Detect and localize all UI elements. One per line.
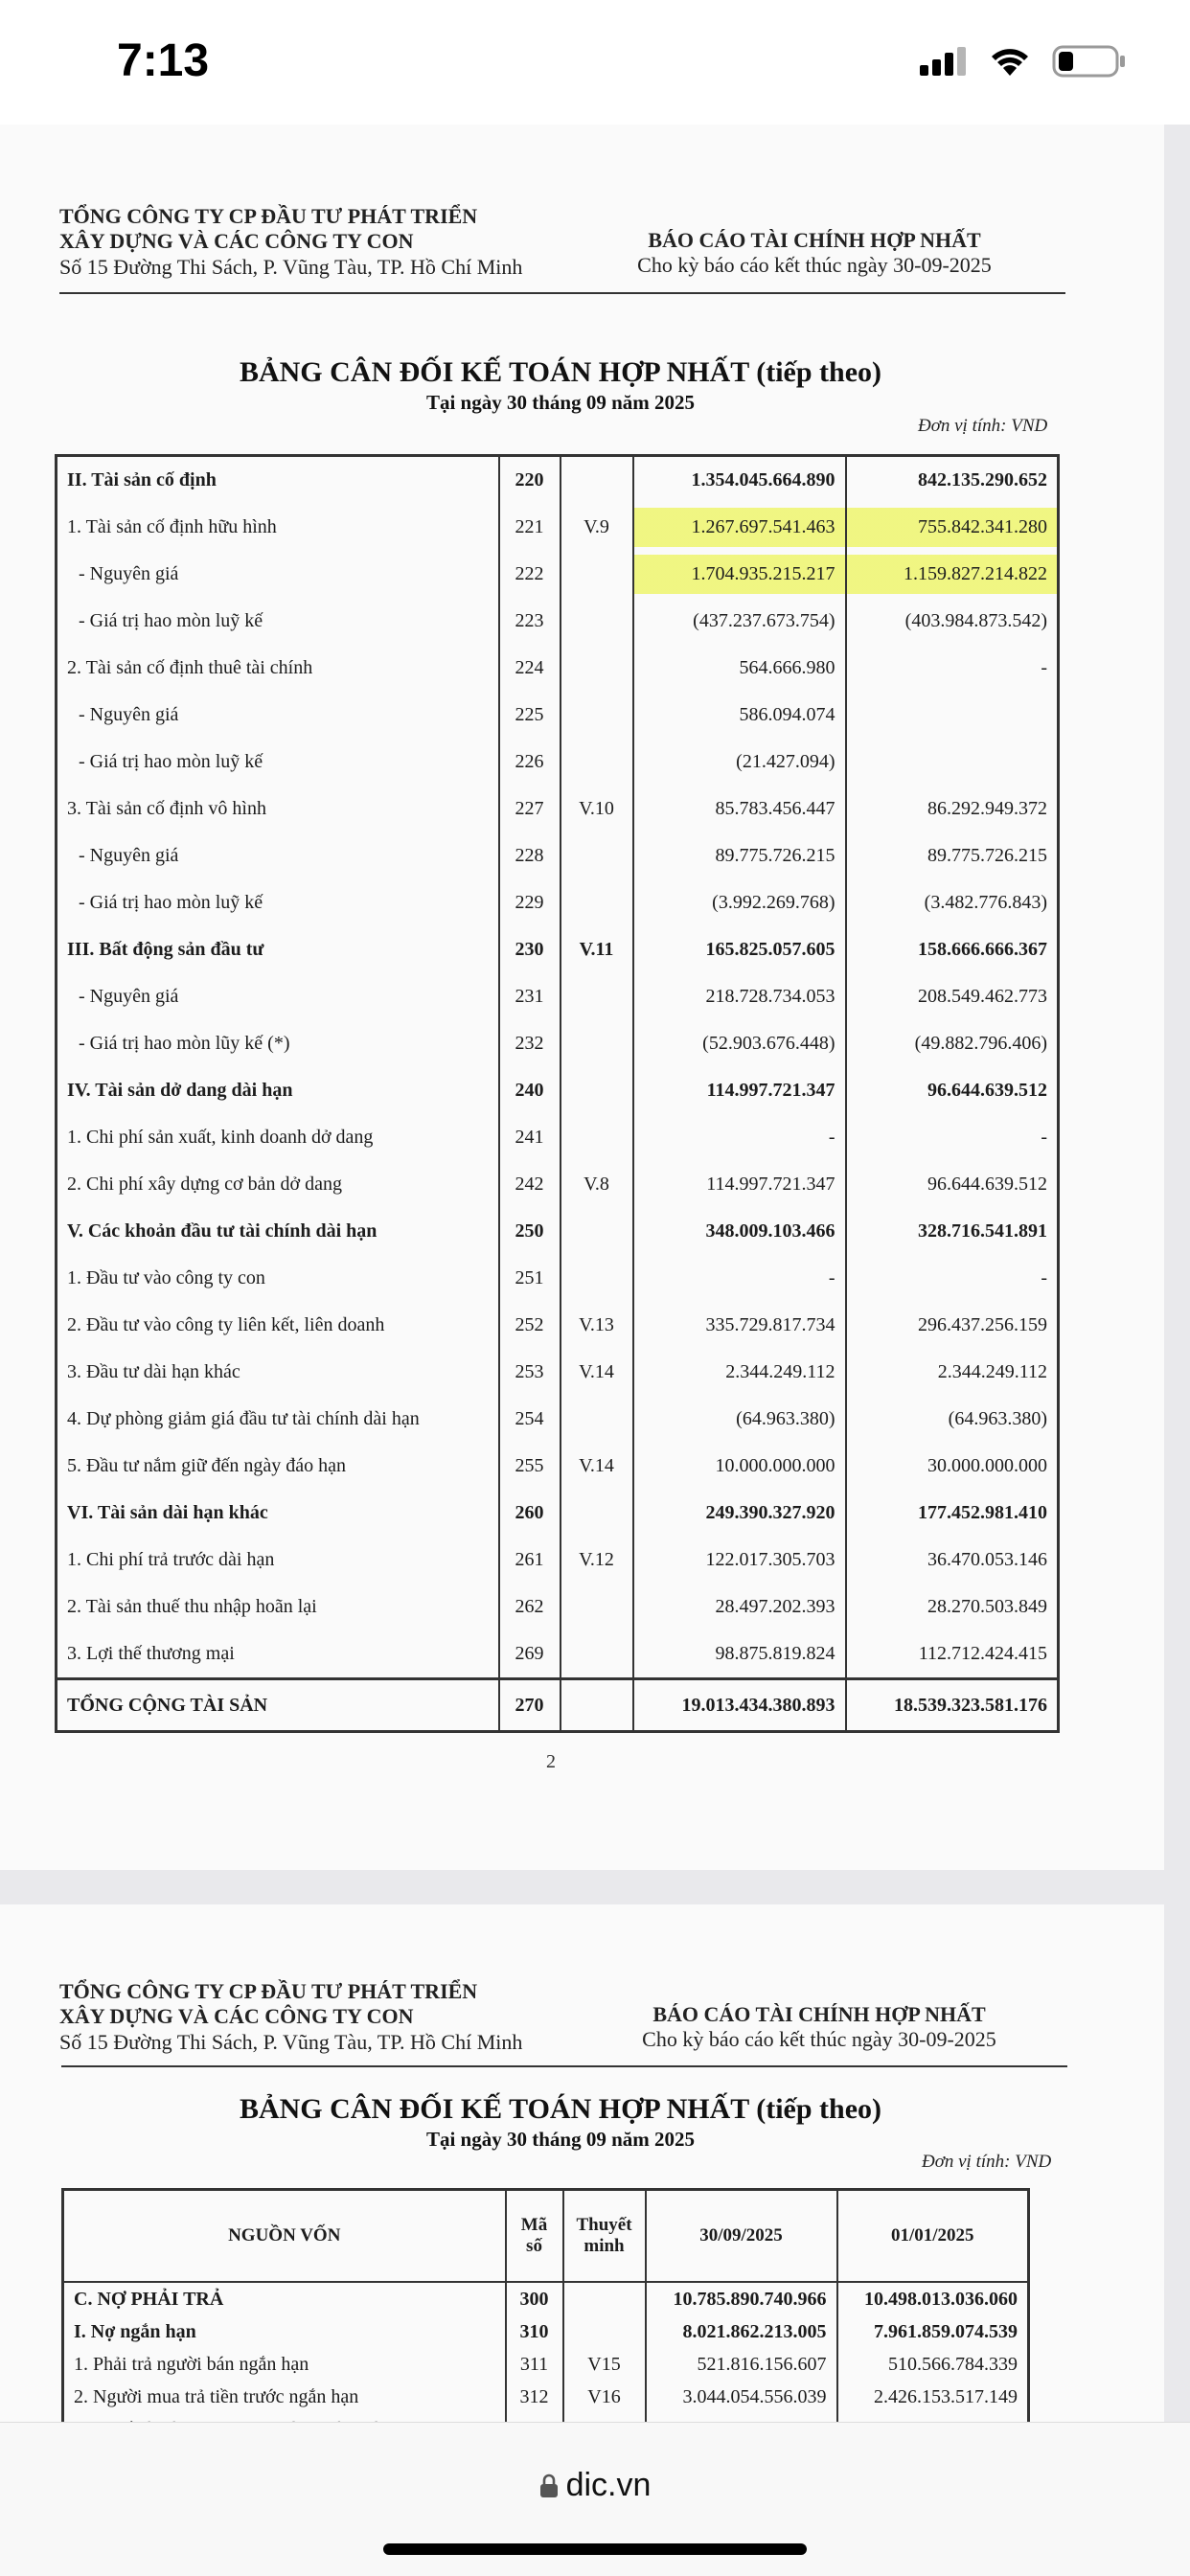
table-row [57,1208,1059,1255]
row-label: III. Bất động sản đầu tư [57,926,499,973]
row-code: 255 [499,1443,561,1490]
row-note [561,1020,633,1067]
row-previous-value: - [846,1255,1059,1302]
row-label: 1. Tài sản cố định hữu hình [57,504,499,551]
table-row [57,879,1059,926]
row-note [561,973,633,1020]
row-previous-value: - [846,1114,1059,1161]
row-label: 2. Đầu tư vào công ty liên kết, liên doanh [57,1302,499,1349]
row-note: V.13 [561,1302,633,1349]
table-row [57,1161,1059,1208]
row-current-value: 348.009.103.466 [633,1208,846,1255]
table-row [57,1302,1059,1349]
row-code: 253 [499,1349,561,1396]
row-current-value: 98.875.819.824 [633,1630,846,1679]
row-current-value: - [633,1255,846,1302]
row-previous-value: 112.712.424.415 [846,1630,1059,1679]
row-label: 2. Chi phí xây dựng cơ bản dở dang [57,1161,499,1208]
url-text: dic.vn [565,2467,652,2503]
row-note: V.9 [561,504,633,551]
header-divider [61,2065,1067,2067]
row-label: 3. Tài sản cố định vô hình [57,786,499,832]
browser-bottom-bar [0,2422,1190,2576]
row-code: 240 [499,1067,561,1114]
document-date: Tại ngày 30 tháng 09 năm 2025 [425,2128,696,2151]
row-label: - Nguyên giá [57,551,499,598]
row-current-value: 10.785.890.740.966 [646,2282,837,2315]
table-row [63,2381,1029,2413]
table-row [57,1584,1059,1630]
row-code: 226 [499,739,561,786]
col-header-code: Mã số [506,2190,563,2283]
row-code: 300 [506,2282,563,2315]
row-code: 221 [499,504,561,551]
table-row [57,1443,1059,1490]
row-code: 220 [499,456,561,505]
row-code: 225 [499,692,561,739]
table-row [57,926,1059,973]
row-label: 1. Phải trả người bán ngắn hạn [63,2348,506,2381]
row-label: - Giá trị hao mòn luỹ kế [57,879,499,926]
col-header-current: 30/09/2025 [646,2190,837,2283]
row-previous-value: 30.000.000.000 [846,1443,1059,1490]
row-current-value: 10.000.000.000 [633,1443,846,1490]
row-label: 1. Đầu tư vào công ty con [57,1255,499,1302]
table-row [57,1630,1059,1679]
row-code: 260 [499,1490,561,1537]
table-row [57,1537,1059,1584]
row-previous-value: 10.498.013.036.060 [837,2282,1029,2315]
company-name-line1: TỔNG CÔNG TY CP ĐẦU TƯ PHÁT TRIỂN [59,1979,478,2003]
row-current-value: (64.963.380) [633,1396,846,1443]
row-current-value: 114.997.721.347 [633,1067,846,1114]
row-code: 261 [499,1537,561,1584]
row-note [561,692,633,739]
row-previous-value: 296.437.256.159 [846,1302,1059,1349]
row-note [563,2315,646,2348]
row-current-value: 249.390.327.920 [633,1490,846,1537]
table-row [57,1020,1059,1067]
total-assets-row [57,1679,1059,1732]
table-row [63,2282,1029,2315]
row-code: 311 [506,2348,563,2381]
row-previous-value: 510.566.784.339 [837,2348,1029,2381]
header-divider [59,292,1065,294]
report-period: Cho kỳ báo cáo kết thúc ngày 30-09-2025 [642,2027,996,2051]
table-row [57,504,1059,551]
row-previous-value: - [846,645,1059,692]
row-current-value: 89.775.726.215 [633,832,846,879]
row-label: - Nguyên giá [57,832,499,879]
table-row [57,456,1059,505]
row-code: 241 [499,1114,561,1161]
row-note: V.14 [561,1349,633,1396]
row-current-value: (21.427.094) [633,739,846,786]
row-current-value: 1.267.697.541.463 [633,504,846,551]
row-current-value: 218.728.734.053 [633,973,846,1020]
row-current-value: 85.783.456.447 [633,786,846,832]
row-label: - Giá trị hao mòn lũy kế (*) [57,1020,499,1067]
table-row [57,1490,1059,1537]
row-previous-value: (49.882.796.406) [846,1020,1059,1067]
status-time: 7:13 [117,35,210,86]
row-current-value: 28.497.202.393 [633,1584,846,1630]
document-page-2 [0,1904,1164,2422]
report-title: BÁO CÁO TÀI CHÍNH HỢP NHẤT [652,2002,986,2026]
liabilities-table [61,2188,1030,2449]
row-label: - Nguyên giá [57,692,499,739]
total-label: TỔNG CỘNG TÀI SẢN [57,1679,499,1732]
row-code: 222 [499,551,561,598]
row-label: V. Các khoản đầu tư tài chính dài hạn [57,1208,499,1255]
row-previous-value: (403.984.873.542) [846,598,1059,645]
row-note: V.14 [561,1443,633,1490]
table-row [63,2348,1029,2381]
assets-table [55,454,1060,1733]
row-label: - Giá trị hao mòn luỹ kế [57,739,499,786]
document-title: BẢNG CÂN ĐỐI KẾ TOÁN HỢP NHẤT (tiếp theo) [239,356,882,388]
row-code: 231 [499,973,561,1020]
company-address: Số 15 Đường Thi Sách, P. Vũng Tàu, TP. Hồ Chí Minh [59,255,523,279]
total-previous: 18.539.323.581.176 [846,1679,1059,1732]
row-previous-value: 96.644.639.512 [846,1161,1059,1208]
row-code: 254 [499,1396,561,1443]
liabilities-header-row [63,2190,1029,2283]
table-row [57,1067,1059,1114]
home-indicator[interactable] [383,2543,807,2555]
row-note [561,1584,633,1630]
document-title: BẢNG CÂN ĐỐI KẾ TOÁN HỢP NHẤT (tiếp theo) [239,2093,882,2125]
wifi-icon [989,45,1031,78]
total-current: 19.013.434.380.893 [633,1679,846,1732]
row-note: V.10 [561,786,633,832]
row-note [561,1630,633,1679]
row-note [561,879,633,926]
row-previous-value: 328.716.541.891 [846,1208,1059,1255]
row-current-value: (437.237.673.754) [633,598,846,645]
row-previous-value: 1.159.827.214.822 [846,551,1059,598]
row-note [561,598,633,645]
row-label: 4. Dự phòng giảm giá đầu tư tài chính dài hạn [57,1396,499,1443]
row-current-value: 335.729.817.734 [633,1302,846,1349]
row-note [561,739,633,786]
row-note [561,1255,633,1302]
row-previous-value: 89.775.726.215 [846,832,1059,879]
row-note [561,1067,633,1114]
row-label: 2. Người mua trả tiền trước ngắn hạn [63,2381,506,2413]
row-code: 242 [499,1161,561,1208]
row-previous-value: 177.452.981.410 [846,1490,1059,1537]
row-current-value: 122.017.305.703 [633,1537,846,1584]
cellular-signal-icon [918,46,968,77]
row-note: V15 [563,2348,646,2381]
row-label: 3. Lợi thế thương mại [57,1630,499,1679]
table-row [57,1349,1059,1396]
row-code: 250 [499,1208,561,1255]
address-bar[interactable] [0,2467,1190,2504]
row-note [563,2282,646,2315]
row-note [561,1396,633,1443]
row-label: 1. Chi phí sản xuất, kinh doanh dở dang [57,1114,499,1161]
row-label: - Nguyên giá [57,973,499,1020]
company-name-line1: TỔNG CÔNG TY CP ĐẦU TƯ PHÁT TRIỂN [59,204,478,228]
row-previous-value [846,739,1059,786]
document-page-1 [0,125,1164,1870]
row-previous-value: 86.292.949.372 [846,786,1059,832]
row-label: 5. Đầu tư nắm giữ đến ngày đáo hạn [57,1443,499,1490]
row-current-value: - [633,1114,846,1161]
row-code: 312 [506,2381,563,2413]
row-previous-value: 842.135.290.652 [846,456,1059,505]
col-header-previous: 01/01/2025 [837,2190,1029,2283]
table-row [57,786,1059,832]
row-label: C. NỢ PHẢI TRẢ [63,2282,506,2315]
row-note: V.11 [561,926,633,973]
battery-icon [1052,44,1127,79]
row-code: 252 [499,1302,561,1349]
row-current-value: 114.997.721.347 [633,1161,846,1208]
total-note [561,1679,633,1732]
row-current-value: 3.044.054.556.039 [646,2381,837,2413]
row-label: VI. Tài sản dài hạn khác [57,1490,499,1537]
row-code: 310 [506,2315,563,2348]
unit-label: Đơn vị tính: VND [918,416,1048,436]
company-name-line2: XÂY DỰNG VÀ CÁC CÔNG TY CON [59,229,414,253]
row-current-value: (3.992.269.768) [633,879,846,926]
row-label: - Giá trị hao mòn luỹ kế [57,598,499,645]
row-note [561,551,633,598]
row-note [561,1208,633,1255]
row-previous-value: 755.842.341.280 [846,504,1059,551]
table-row [57,1396,1059,1443]
row-code: 230 [499,926,561,973]
row-note [561,645,633,692]
table-row [63,2315,1029,2348]
row-code: 223 [499,598,561,645]
row-previous-value: 2.426.153.517.149 [837,2381,1029,2413]
row-previous-value: 28.270.503.849 [846,1584,1059,1630]
row-label: II. Tài sản cố định [57,456,499,505]
table-row [57,1114,1059,1161]
table-row [57,551,1059,598]
row-code: 227 [499,786,561,832]
row-label: IV. Tài sản dở dang dài hạn [57,1067,499,1114]
row-current-value: (52.903.676.448) [633,1020,846,1067]
table-row [57,1255,1059,1302]
row-label: 2. Tài sản thuế thu nhập hoãn lại [57,1584,499,1630]
row-previous-value: (64.963.380) [846,1396,1059,1443]
row-current-value: 8.021.862.213.005 [646,2315,837,2348]
status-bar [0,0,1190,125]
company-name-line2: XÂY DỰNG VÀ CÁC CÔNG TY CON [59,2004,414,2028]
report-period: Cho kỳ báo cáo kết thúc ngày 30-09-2025 [637,253,992,277]
unit-label: Đơn vị tính: VND [922,2152,1052,2172]
row-code: 228 [499,832,561,879]
row-note [561,832,633,879]
row-current-value: 521.816.156.607 [646,2348,837,2381]
company-address: Số 15 Đường Thi Sách, P. Vũng Tàu, TP. Hồ Chí Minh [59,2030,523,2054]
row-code: 251 [499,1255,561,1302]
row-current-value: 1.354.045.664.890 [633,456,846,505]
col-header-name: NGUỒN VỐN [63,2190,506,2283]
document-date: Tại ngày 30 tháng 09 năm 2025 [425,391,696,414]
status-icons [918,44,1127,79]
table-row [57,645,1059,692]
row-label: 1. Chi phí trả trước dài hạn [57,1537,499,1584]
row-previous-value: 208.549.462.773 [846,973,1059,1020]
row-code: 262 [499,1584,561,1630]
report-title: BÁO CÁO TÀI CHÍNH HỢP NHẤT [648,228,981,252]
col-header-note: Thuyết minh [563,2190,646,2283]
row-current-value: 2.344.249.112 [633,1349,846,1396]
row-previous-value: 36.470.053.146 [846,1537,1059,1584]
row-previous-value: (3.482.776.843) [846,879,1059,926]
row-label: I. Nợ ngắn hạn [63,2315,506,2348]
table-row [57,598,1059,645]
row-previous-value: 96.644.639.512 [846,1067,1059,1114]
row-current-value: 1.704.935.215.217 [633,551,846,598]
lock-icon [539,2473,559,2498]
row-note [561,456,633,505]
table-row [57,973,1059,1020]
table-row [57,832,1059,879]
row-previous-value [846,692,1059,739]
row-label: 2. Tài sản cố định thuê tài chính [57,645,499,692]
total-code: 270 [499,1679,561,1732]
row-code: 269 [499,1630,561,1679]
row-note [561,1114,633,1161]
row-note: V16 [563,2381,646,2413]
row-current-value: 165.825.057.605 [633,926,846,973]
row-note: V.12 [561,1537,633,1584]
row-code: 229 [499,879,561,926]
page-number: 2 [546,1751,556,1772]
row-code: 224 [499,645,561,692]
row-current-value: 586.094.074 [633,692,846,739]
table-row [57,739,1059,786]
row-current-value: 564.666.980 [633,645,846,692]
row-label: 3. Đầu tư dài hạn khác [57,1349,499,1396]
row-note [561,1490,633,1537]
row-previous-value: 7.961.859.074.539 [837,2315,1029,2348]
row-previous-value: 158.666.666.367 [846,926,1059,973]
table-row [57,692,1059,739]
row-previous-value: 2.344.249.112 [846,1349,1059,1396]
row-code: 232 [499,1020,561,1067]
row-note: V.8 [561,1161,633,1208]
